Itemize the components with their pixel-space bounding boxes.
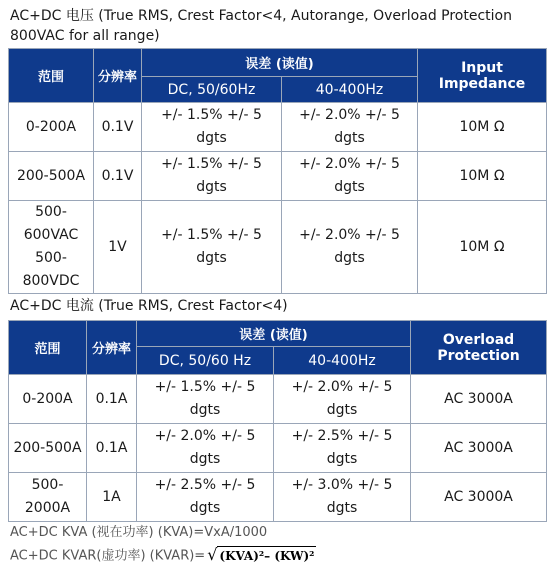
cell-protection: AC 3000A [411,473,547,522]
radical-sign-icon: √ [207,545,218,564]
table-row [9,424,547,473]
table-row [9,201,547,294]
current-section-title: AC+DC 电流 (True RMS, Crest Factor<4) [10,298,288,314]
header-overload-protection: Overload Protection [411,321,547,375]
cell-ac: +/- 2.0% +/- 5 dgts [282,152,418,201]
cell-resolution: 0.1A [87,424,137,473]
cell-resolution: 1V [94,201,142,294]
cell-range: 500-2000A [9,473,87,522]
cell-dc: +/- 1.5% +/- 5 dgts [142,103,282,152]
header-resolution: 分辨率 [94,49,142,103]
cell-resolution: 0.1V [94,103,142,152]
square-root-expression [207,546,316,566]
cell-dc: +/- 1.5% +/- 5 dgts [137,375,274,424]
header-error: 误差 (读值) [142,49,418,77]
cell-dc: +/- 1.5% +/- 5 dgts [142,201,282,294]
cell-dc: +/- 2.5% +/- 5 dgts [137,473,274,522]
cell-ac: +/- 2.5% +/- 5 dgts [274,424,411,473]
header-dc: DC, 50/60 Hz [137,347,274,375]
cell-protection: AC 3000A [411,424,547,473]
current-spec-table [8,320,547,522]
voltage-section-title [10,6,550,46]
cell-ac: +/- 2.0% +/- 5 dgts [274,375,411,424]
header-range: 范围 [9,321,87,375]
kvar-formula [10,546,316,566]
header-range: 范围 [9,49,94,103]
cell-range: 0-200A [9,375,87,424]
voltage-title-line1: AC+DC 电压 (True RMS, Crest Factor<4, Autorange, Overload Protection [10,8,512,24]
kvar-radicand: (KVA)²– (KW)² [217,546,316,565]
voltage-title-line2: 800VAC for all range) [10,28,160,44]
cell-range: 0-200A [9,103,94,152]
cell-impedance: 10M Ω [418,201,547,294]
cell-resolution: 1A [87,473,137,522]
cell-range: 200-500A [9,152,94,201]
cell-resolution: 0.1A [87,375,137,424]
cell-resolution: 0.1V [94,152,142,201]
header-ac: 40-400Hz [282,77,418,103]
header-ac: 40-400Hz [274,347,411,375]
kva-formula: AC+DC KVA (视在功率) (KVA)=VxA/1000 [10,525,268,540]
table-row [9,103,547,152]
cell-range: 200-500A [9,424,87,473]
header-input-impedance: Input Impedance [418,49,547,103]
cell-range: 500-600VAC 500-800VDC [9,201,94,294]
cell-impedance: 10M Ω [418,152,547,201]
voltage-spec-table [8,48,547,294]
cell-protection: AC 3000A [411,375,547,424]
cell-ac: +/- 3.0% +/- 5 dgts [274,473,411,522]
cell-dc: +/- 1.5% +/- 5 dgts [142,152,282,201]
header-dc: DC, 50/60Hz [142,77,282,103]
cell-ac: +/- 2.0% +/- 5 dgts [282,201,418,294]
kvar-formula-prefix: AC+DC KVAR(虚功率) (KVAR)= [10,548,206,564]
cell-ac: +/- 2.0% +/- 5 dgts [282,103,418,152]
header-resolution: 分辨率 [87,321,137,375]
table-row [9,152,547,201]
table-row [9,375,547,424]
cell-impedance: 10M Ω [418,103,547,152]
header-error: 误差 (读值) [137,321,411,347]
table-row [9,473,547,522]
cell-dc: +/- 2.0% +/- 5 dgts [137,424,274,473]
